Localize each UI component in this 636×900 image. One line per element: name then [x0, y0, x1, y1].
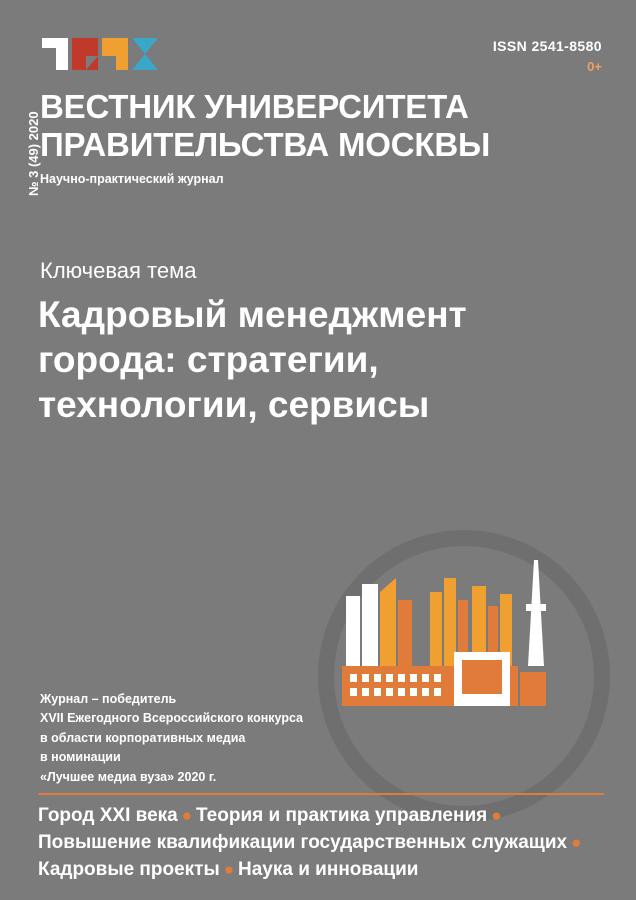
issue-number: № 3 (49) 2020: [26, 111, 41, 196]
journal-subtitle: Научно-практический журнал: [40, 171, 224, 186]
key-theme-title: [38, 292, 596, 427]
key-theme-line-1: Кадровый менеджмент: [38, 294, 467, 335]
topic-item-3: Кадровые проекты: [38, 858, 220, 880]
divider-rule: [38, 793, 604, 795]
masthead-line-1: ВЕСТНИК УНИВЕРСИТЕТА: [40, 88, 469, 125]
award-line-2: в области корпоративных медиа: [40, 730, 246, 745]
award-text: [40, 690, 303, 787]
issn-text: ISSN 2541-8580: [492, 38, 602, 54]
masthead: [40, 88, 606, 186]
award-line-0: Журнал – победитель: [40, 692, 177, 706]
topic-item-4: Наука и инновации: [238, 858, 419, 880]
award-line-3: в номинации: [40, 750, 121, 765]
award-line-1: XVII Ежегодного Всероссийского конкурса: [40, 711, 304, 726]
topic-item-1: Теория и практика управления: [196, 805, 488, 826]
bullet-dot-icon: ●: [571, 832, 582, 852]
bullet-dot-icon: ●: [181, 806, 192, 825]
university-logo: [42, 34, 168, 74]
city-skyline-illustration: [338, 556, 588, 716]
age-limit-badge: 0+: [587, 59, 602, 74]
topics-list: [38, 803, 612, 884]
award-line-4: «Лучшее медиа вуза» 2020 г.: [40, 769, 217, 784]
issn-block: [493, 38, 602, 74]
topic-item-2: Повышение квалификации государственных служащих: [38, 831, 568, 853]
bullet-dot-icon: ●: [223, 859, 234, 879]
key-theme-line-2: города: стратегии,: [38, 339, 379, 381]
topic-item-0: Город XXI века: [38, 805, 178, 826]
masthead-line-2: ПРАВИТЕЛЬСТВА МОСКВЫ: [40, 126, 491, 164]
key-theme-label: Ключевая тема: [40, 258, 197, 283]
key-theme-line-3: технологии, сервисы: [38, 384, 430, 426]
bullet-dot-icon: ●: [491, 806, 502, 825]
